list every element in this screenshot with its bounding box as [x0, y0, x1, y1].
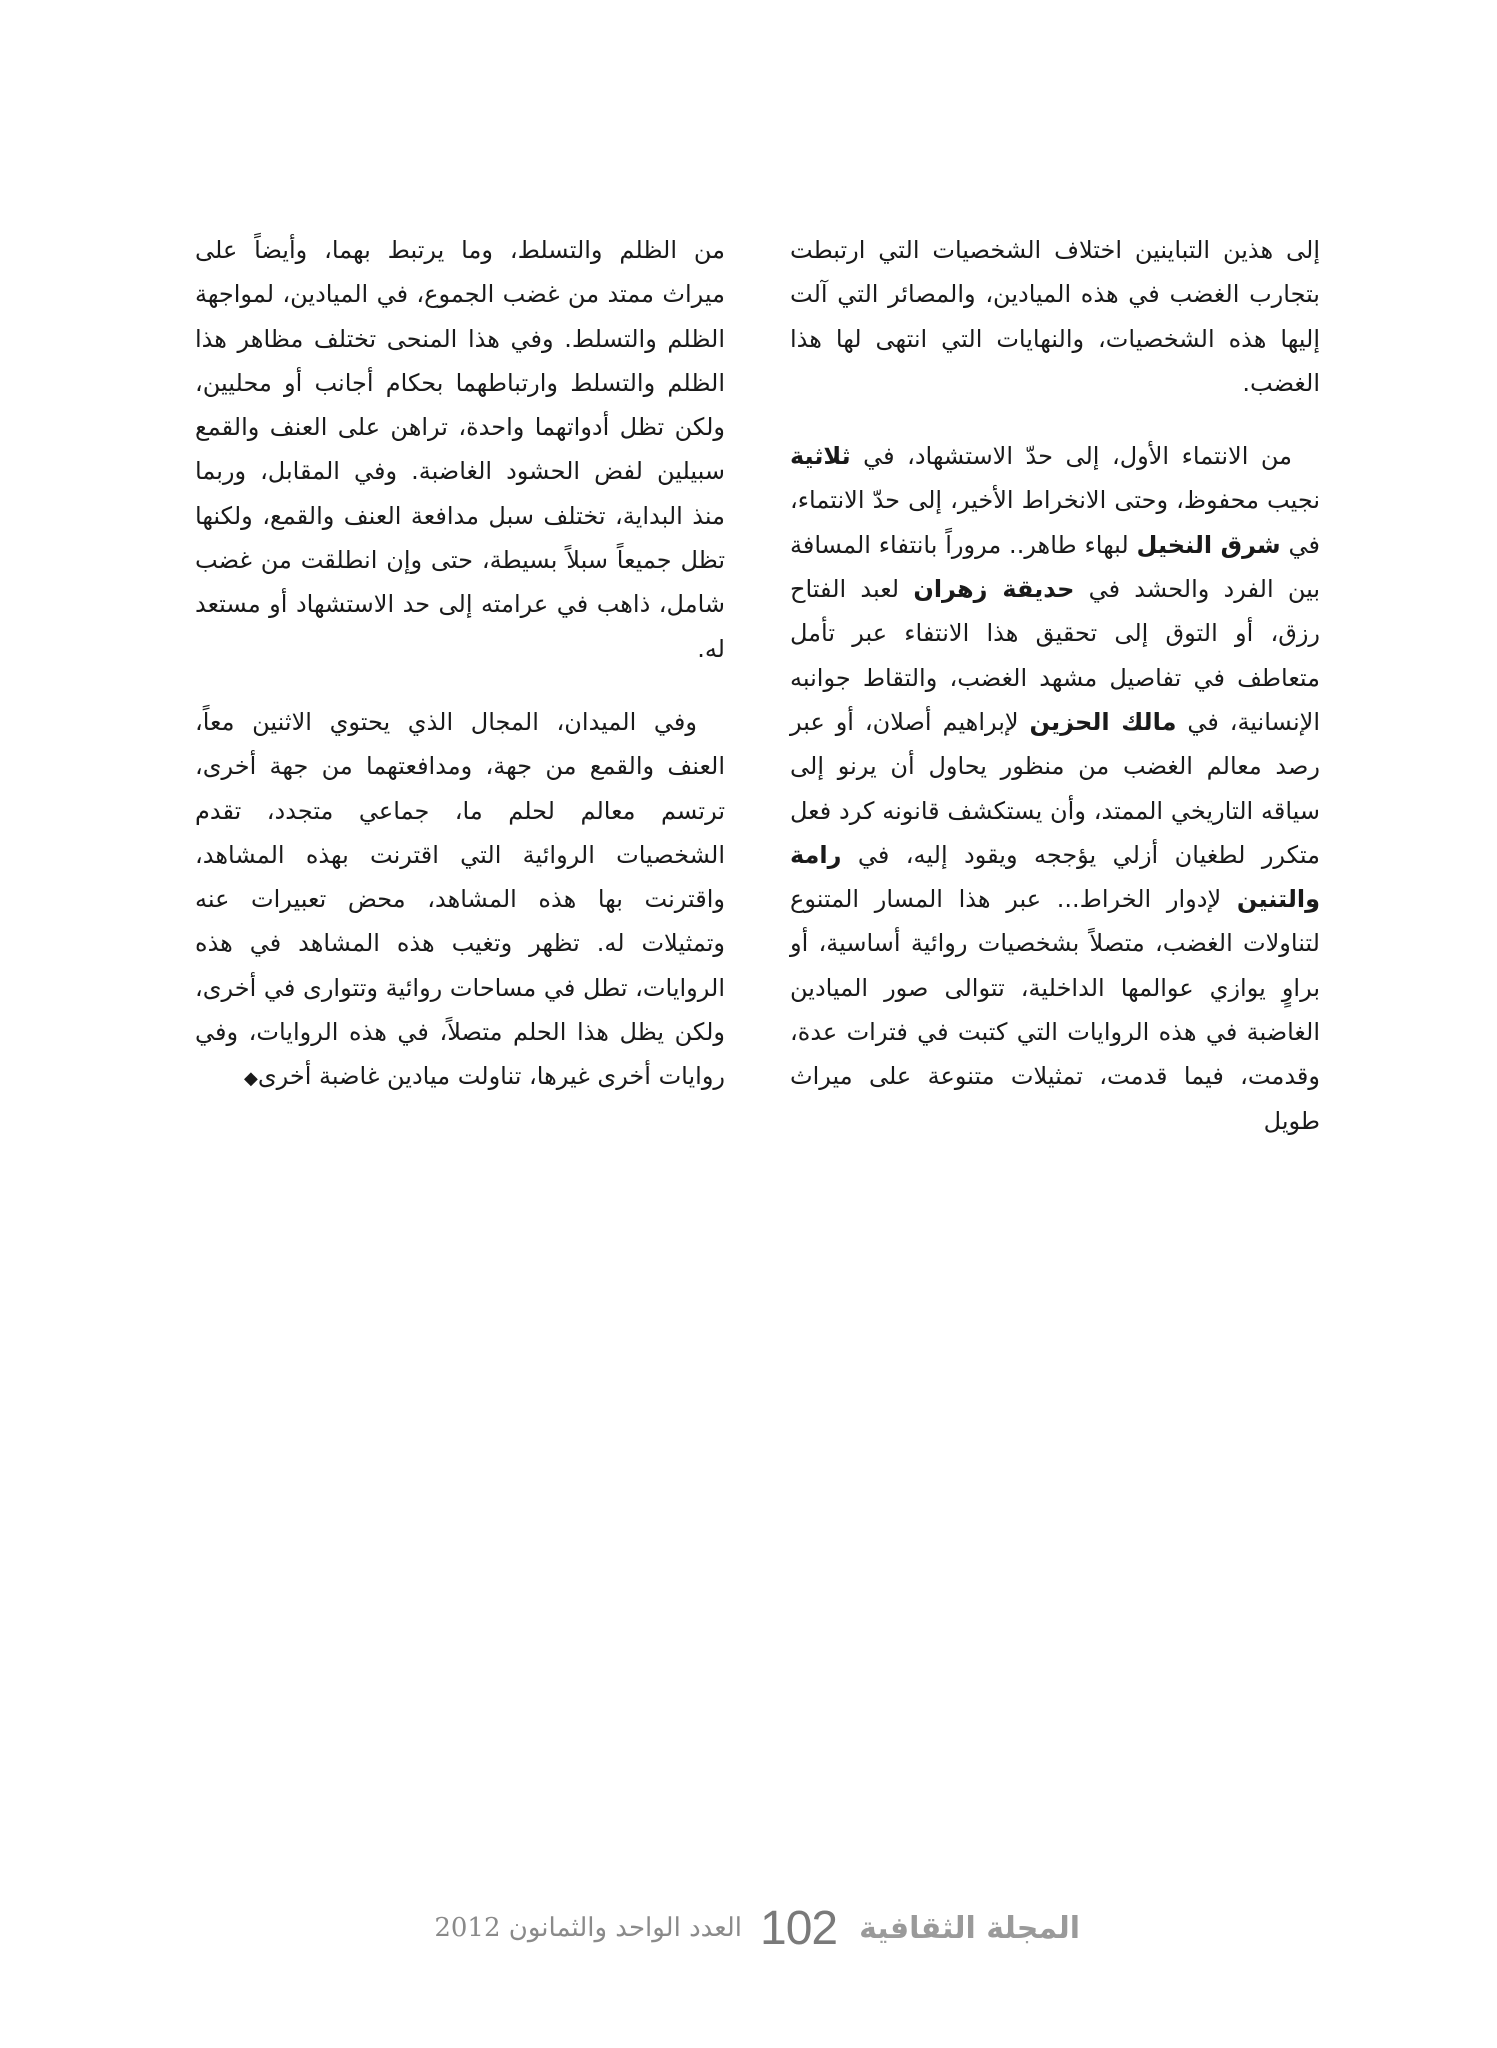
novel-title-rama-dragon: رامة والتنين	[790, 840, 1320, 914]
text-run: لبهاء طاهر.. مروراً بانتفاء المسافة بين الفرد والحشد في	[790, 530, 1321, 604]
page-number: 102	[760, 1901, 838, 1955]
left-column	[195, 228, 725, 1131]
text-run: لعبد الفتاح رزق، أو التوق إلى تحقيق هذا الانتفاء عبر تأمل متعاطف في تفاصيل مشهد الغضب، والتقاط جوانبه الإنسانية، في	[790, 575, 1320, 736]
novel-title-trilogy: ثلاثية	[790, 442, 851, 471]
novel-title-east-of-palms: شرق النخيل	[1136, 530, 1281, 559]
page-footer	[420, 1898, 1080, 1958]
novel-title-zahran-garden: حديقة زهران	[913, 575, 1075, 604]
text-run: وفي الميدان، المجال الذي يحتوي الاثنين معاً، العنف والقمع من جهة، ومدافعتهما من جهة أخرى، ترتسم معالم لحلم ما، جماعي متجدد، تقدم الشخصيات الروائية التي اقترنت بهذه المشاهد، واقترنت بها هذه المشاهد، محض تعبيرات عنه وتمثيلات له. تظهر وتغيب هذه المشاهد في هذه الروايات، تطل في مساحات روائية وتتوارى في أخرى، ولكن يظل هذا الحلم متصلاً، في هذه الروايات، وفي روايات أخرى غيرها، تناولت ميادين غاضبة أخرى	[195, 707, 725, 1091]
novel-title-heron: مالك الحزين	[1029, 707, 1177, 736]
text-run: لإدوار الخراط... عبر هذا المسار المتنوع لتناولات الغضب، متصلاً بشخصيات روائية أساسية، أو براوٍ يوازي عوالمها الداخلية، تتوالى صور الميادين الغاضبة في هذه الروايات التي كتبت في فترات عدة، وقدمت، فيما قدمت، تمثيلات متنوعة على ميراث طويل	[790, 885, 1320, 1135]
right-column	[790, 228, 1320, 1172]
text-run: لإبراهيم أصلان، أو عبر رصد معالم الغضب من منظور يحاول أن يرنو إلى سياقه التاريخي الممتد، وأن يستكشف قانونه كرد فعل متكرر لطغيان أزلي يؤججه ويقود إليه، في	[790, 707, 1320, 869]
text-run: نجيب محفوظ، وحتى الانخراط الأخير، إلى حدّ الانتماء، في	[790, 486, 1320, 559]
paragraph-continuation: من الظلم والتسلط، وما يرتبط بهما، وأيضاً على ميراث ممتد من غضب الجموع، في الميادين، لمواجهة الظلم والتسلط. وفي هذا المنحى تختلف مظاهر هذا الظلم والتسلط وارتباطهما بحكام أجانب أو محليين، ولكن تظل أدواتهما واحدة، تراهن على العنف والقمع سبيلين لفض الحشود الغاضبة. وفي المقابل، وربما منذ البداية، تختلف سبل مدافعة العنف والقمع، ولكنها تظل جميعاً سبلاً بسيطة، حتى وإن انطلقت من غضب شامل، ذاهب في عرامته إلى حد الاستشهاد أو مستعد له.	[195, 236, 725, 663]
issue-label: العدد الواحد والثمانون 2012	[434, 1913, 742, 1943]
paragraph-square	[195, 700, 725, 1102]
end-diamond-icon: ◆	[244, 1068, 258, 1090]
text-run: من الانتماء الأول، إلى حدّ الاستشهاد، في	[850, 442, 1292, 471]
paragraph-novels	[790, 434, 1320, 1143]
magazine-name: المجلة الثقافية	[859, 1910, 1080, 1946]
paragraph-intro: إلى هذين التباينين اختلاف الشخصيات التي ارتبطت بتجارب الغضب في هذه الميادين، والمصائر التي آلت إليها هذه الشخصيات، والنهايات التي انتهى لها هذا الغضب.	[790, 236, 1320, 397]
